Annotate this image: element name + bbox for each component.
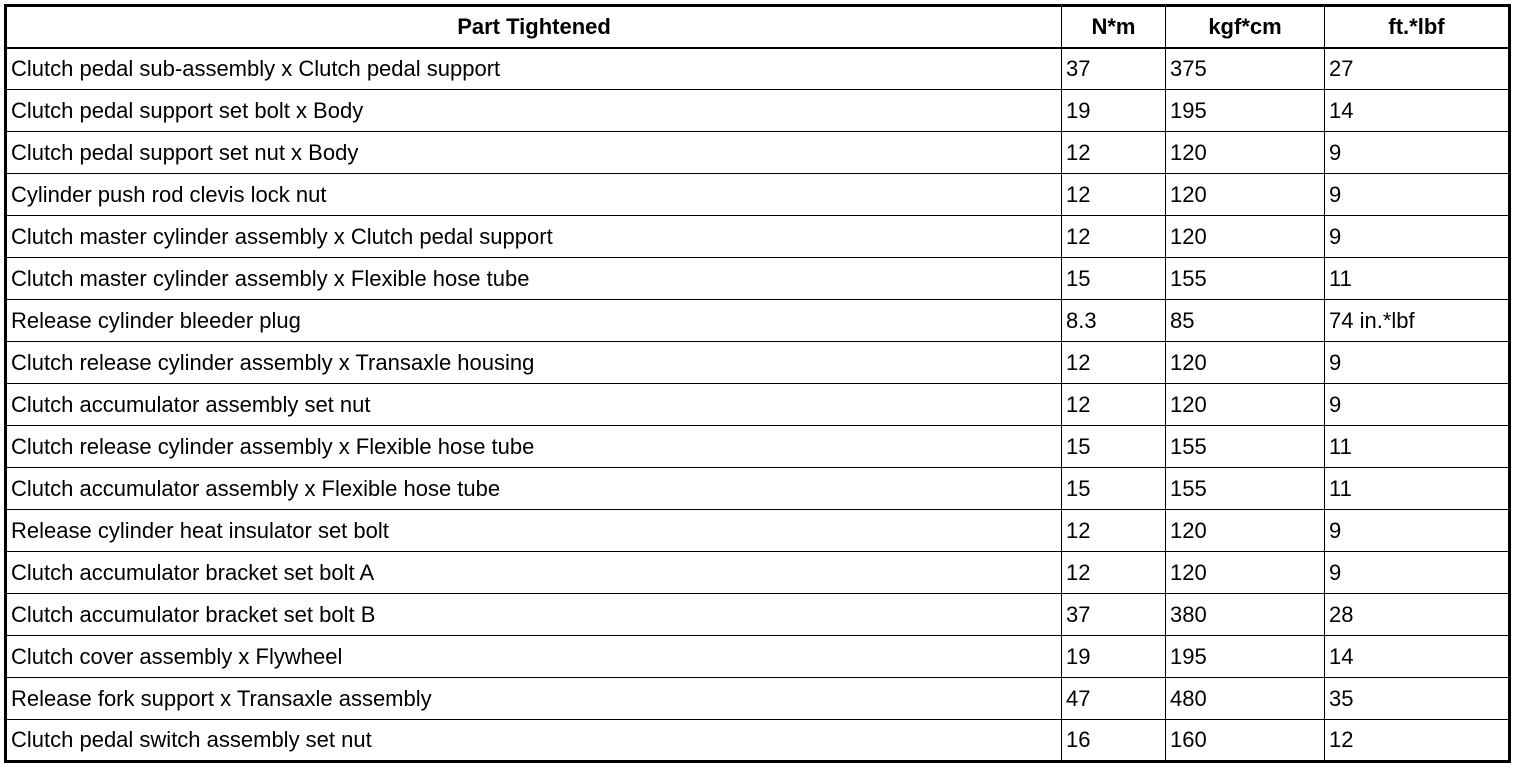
cell-newton-meter: 15 [1062,258,1166,300]
cell-part-tightened: Clutch accumulator assembly x Flexible hose tube [6,468,1062,510]
cell-kgf-cm: 120 [1166,510,1325,552]
table-row [6,510,1510,552]
header-ft-lbf: ft.*lbf [1325,6,1510,48]
cell-ft-lbf: 11 [1325,468,1510,510]
cell-newton-meter: 12 [1062,342,1166,384]
cell-kgf-cm: 480 [1166,678,1325,720]
cell-part-tightened: Clutch pedal switch assembly set nut [6,720,1062,762]
table-row [6,48,1510,90]
cell-kgf-cm: 120 [1166,174,1325,216]
cell-newton-meter: 37 [1062,594,1166,636]
cell-ft-lbf: 35 [1325,678,1510,720]
cell-newton-meter: 19 [1062,636,1166,678]
cell-kgf-cm: 160 [1166,720,1325,762]
cell-ft-lbf: 9 [1325,342,1510,384]
torque-spec-sheet [4,4,1508,770]
cell-kgf-cm: 120 [1166,552,1325,594]
cell-ft-lbf: 28 [1325,594,1510,636]
header-newton-meter: N*m [1062,6,1166,48]
cell-part-tightened: Clutch pedal support set bolt x Body [6,90,1062,132]
cell-kgf-cm: 195 [1166,90,1325,132]
table-row [6,300,1510,342]
cell-ft-lbf: 11 [1325,258,1510,300]
header-kgf-cm: kgf*cm [1166,6,1325,48]
cell-kgf-cm: 195 [1166,636,1325,678]
cell-part-tightened: Clutch pedal sub-assembly x Clutch pedal support [6,48,1062,90]
cell-kgf-cm: 155 [1166,468,1325,510]
cell-newton-meter: 12 [1062,174,1166,216]
cell-ft-lbf: 9 [1325,384,1510,426]
table-body [6,48,1510,762]
cell-part-tightened: Clutch pedal support set nut x Body [6,132,1062,174]
cell-part-tightened: Clutch accumulator bracket set bolt A [6,552,1062,594]
cell-kgf-cm: 120 [1166,342,1325,384]
table-row [6,426,1510,468]
table-row [6,384,1510,426]
cell-newton-meter: 12 [1062,384,1166,426]
cell-ft-lbf: 14 [1325,636,1510,678]
cell-part-tightened: Clutch master cylinder assembly x Flexible hose tube [6,258,1062,300]
table-row [6,552,1510,594]
cell-kgf-cm: 380 [1166,594,1325,636]
cell-kgf-cm: 375 [1166,48,1325,90]
cell-newton-meter: 15 [1062,426,1166,468]
table-row [6,342,1510,384]
table-row [6,132,1510,174]
cell-part-tightened: Cylinder push rod clevis lock nut [6,174,1062,216]
cell-ft-lbf: 9 [1325,510,1510,552]
cell-newton-meter: 12 [1062,132,1166,174]
table-row [6,636,1510,678]
cell-kgf-cm: 155 [1166,258,1325,300]
cell-part-tightened: Clutch accumulator bracket set bolt B [6,594,1062,636]
cell-kgf-cm: 155 [1166,426,1325,468]
table-header-row [6,6,1510,48]
cell-ft-lbf: 27 [1325,48,1510,90]
cell-kgf-cm: 120 [1166,132,1325,174]
cell-part-tightened: Clutch release cylinder assembly x Flexible hose tube [6,426,1062,468]
cell-ft-lbf: 11 [1325,426,1510,468]
cell-newton-meter: 19 [1062,90,1166,132]
table-row [6,678,1510,720]
cell-ft-lbf: 12 [1325,720,1510,762]
cell-newton-meter: 47 [1062,678,1166,720]
cell-part-tightened: Release fork support x Transaxle assembly [6,678,1062,720]
table-row [6,468,1510,510]
cell-ft-lbf: 74 in.*lbf [1325,300,1510,342]
cell-part-tightened: Release cylinder bleeder plug [6,300,1062,342]
cell-newton-meter: 15 [1062,468,1166,510]
cell-ft-lbf: 9 [1325,552,1510,594]
cell-ft-lbf: 9 [1325,132,1510,174]
table-row [6,258,1510,300]
table-row [6,90,1510,132]
torque-specification-table [4,4,1511,763]
cell-part-tightened: Clutch cover assembly x Flywheel [6,636,1062,678]
cell-newton-meter: 8.3 [1062,300,1166,342]
cell-part-tightened: Clutch release cylinder assembly x Transaxle housing [6,342,1062,384]
cell-part-tightened: Clutch master cylinder assembly x Clutch pedal support [6,216,1062,258]
header-part-tightened: Part Tightened [6,6,1062,48]
cell-part-tightened: Clutch accumulator assembly set nut [6,384,1062,426]
table-row [6,216,1510,258]
cell-kgf-cm: 120 [1166,216,1325,258]
cell-kgf-cm: 120 [1166,384,1325,426]
cell-ft-lbf: 9 [1325,216,1510,258]
cell-part-tightened: Release cylinder heat insulator set bolt [6,510,1062,552]
cell-newton-meter: 12 [1062,552,1166,594]
cell-newton-meter: 12 [1062,216,1166,258]
table-row [6,174,1510,216]
cell-kgf-cm: 85 [1166,300,1325,342]
cell-ft-lbf: 9 [1325,174,1510,216]
cell-newton-meter: 16 [1062,720,1166,762]
table-row [6,594,1510,636]
table-row [6,720,1510,762]
cell-newton-meter: 12 [1062,510,1166,552]
cell-ft-lbf: 14 [1325,90,1510,132]
cell-newton-meter: 37 [1062,48,1166,90]
